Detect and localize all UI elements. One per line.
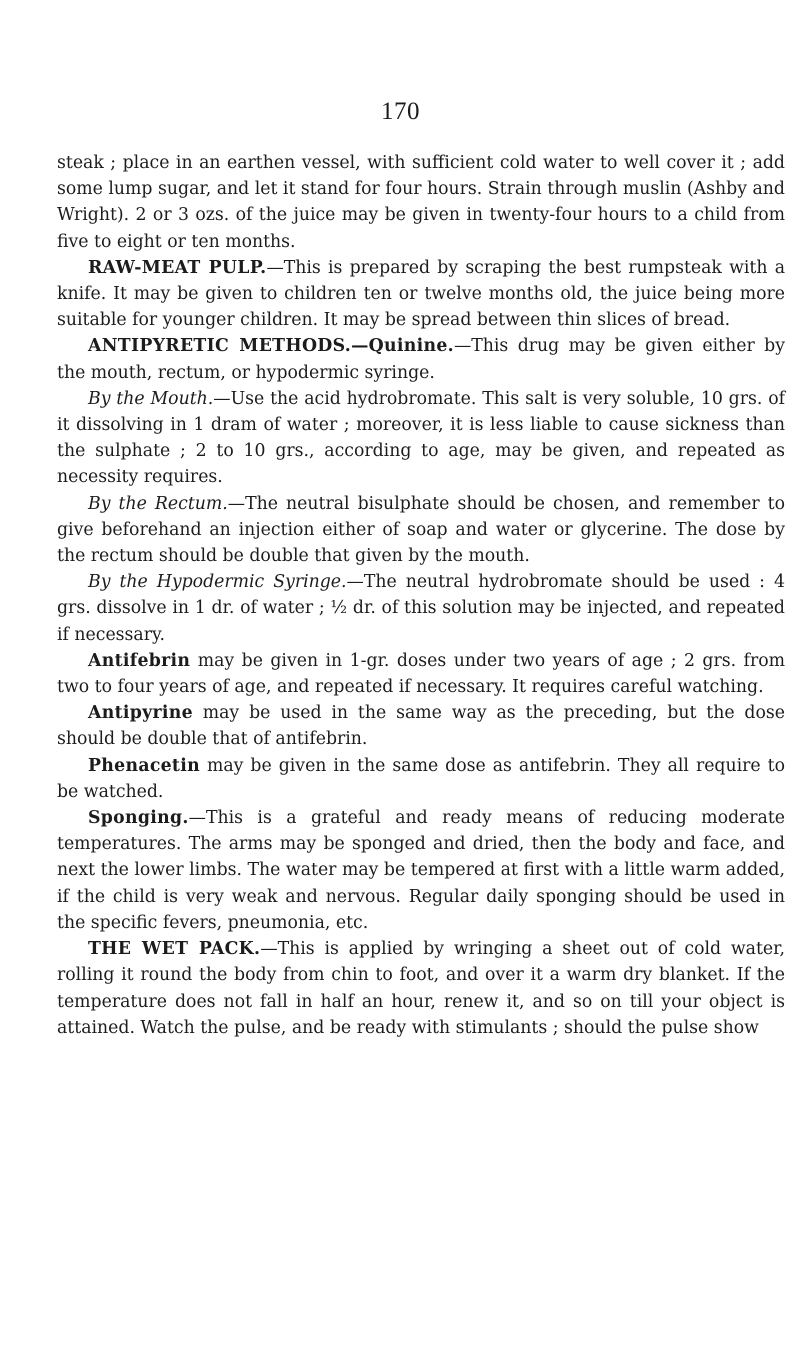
paragraph-antipyrine bbox=[57, 700, 785, 752]
paragraph-text: —This is applied by wringing a sheet out of cold water, rolling it round the body from chin to foot, and over it a warm dry blanket. If the temperature does not fall in half an hour, renew it, and so on till your object is attained. Watch the pulse, and be ready with stimulants ; should the pulse show bbox=[57, 939, 785, 1038]
page-number: 170 bbox=[381, 98, 420, 125]
paragraph-text: steak ; place in an earthen vessel, with sufficient cold water to well cover it ; add some lump sugar, and let it stand for four hours. Strain through muslin (Ashby and Wright). 2 or 3 ozs. of the juice may be given in twenty-four hours to a child from five to eight or ten months. bbox=[57, 153, 785, 252]
paragraph-beef-juice bbox=[57, 150, 785, 255]
section-heading: RAW-MEAT PULP. bbox=[88, 257, 267, 278]
subsection-heading: By the Hypodermic Syringe. bbox=[88, 572, 347, 593]
paragraph-by-the-rectum bbox=[57, 491, 785, 570]
paragraph-text: may be given in the same dose as antifebrin. They all require to be watched. bbox=[57, 755, 785, 802]
paragraph-text: —The neutral hydrobromate should be used : 4 grs. dissolve in 1 dr. of water ; ½ dr. of this solution may be injected, and repeated if necessary. bbox=[57, 572, 785, 645]
paragraph-raw-meat-pulp bbox=[57, 255, 785, 334]
paragraph-text: —This is prepared by scraping the best rumpsteak with a knife. It may be given to children ten or twelve months old, the juice being more suitable for younger children. It may be spread between thin slices of bread. bbox=[57, 257, 786, 331]
paragraph-phenacetin bbox=[57, 753, 785, 805]
section-heading: Antipyrine bbox=[88, 703, 193, 724]
subsection-heading: By the Mouth. bbox=[88, 388, 214, 409]
section-heading: THE WET PACK. bbox=[88, 939, 261, 960]
subsection-heading: By the Rectum. bbox=[88, 493, 228, 514]
paragraph-text: —This drug may be given either by the mouth, rectum, or hypodermic syringe. bbox=[57, 336, 785, 383]
paragraph-text: —The neutral bisulphate should be chosen, and remember to give beforehand an injection either of soap and water or glycerine. The dose by the rectum should be double that given by the mouth. bbox=[57, 493, 786, 567]
paragraph-by-the-mouth bbox=[57, 386, 785, 491]
paragraph-hypodermic-syringe bbox=[57, 569, 785, 648]
section-heading: Antifebrin bbox=[88, 650, 191, 671]
paragraph-sponging bbox=[57, 805, 785, 936]
paragraph-text: may be used in the same way as the preceding, but the dose should be double that of antifebrin. bbox=[57, 703, 785, 750]
section-heading: Phenacetin bbox=[88, 755, 200, 776]
section-heading: Sponging. bbox=[88, 808, 189, 829]
page-body bbox=[57, 150, 785, 1041]
section-heading: ANTIPYRETIC METHODS.—Quinine. bbox=[88, 336, 454, 357]
paragraph-text: may be given in 1-gr. doses under two years of age ; 2 grs. from two to four years of age, and repeated if necessary. It requires careful watching. bbox=[57, 650, 785, 698]
paragraph-text: —Use the acid hydrobromate. This salt is very soluble, 10 grs. of it dissolving in 1 dram of water ; moreover, it is less liable to cause sickness than the sulphate ; 2 to 10 grs., according to age, may be given, and repeated as necessity requires. bbox=[57, 388, 786, 488]
paragraph-antifebrin bbox=[57, 648, 785, 700]
paragraph-text: —This is a grateful and ready means of reducing moderate temperatures. The arms may be sponged and dried, then the body and face, and next the lower limbs. The water may be tempered at first with a little warm added, if the child is very weak and nervous. Regular daily sponging should be used in the specific fevers, pneumonia, etc. bbox=[57, 808, 785, 933]
paragraph-wet-pack bbox=[57, 936, 785, 1041]
paragraph-antipyretic-methods bbox=[57, 333, 785, 385]
